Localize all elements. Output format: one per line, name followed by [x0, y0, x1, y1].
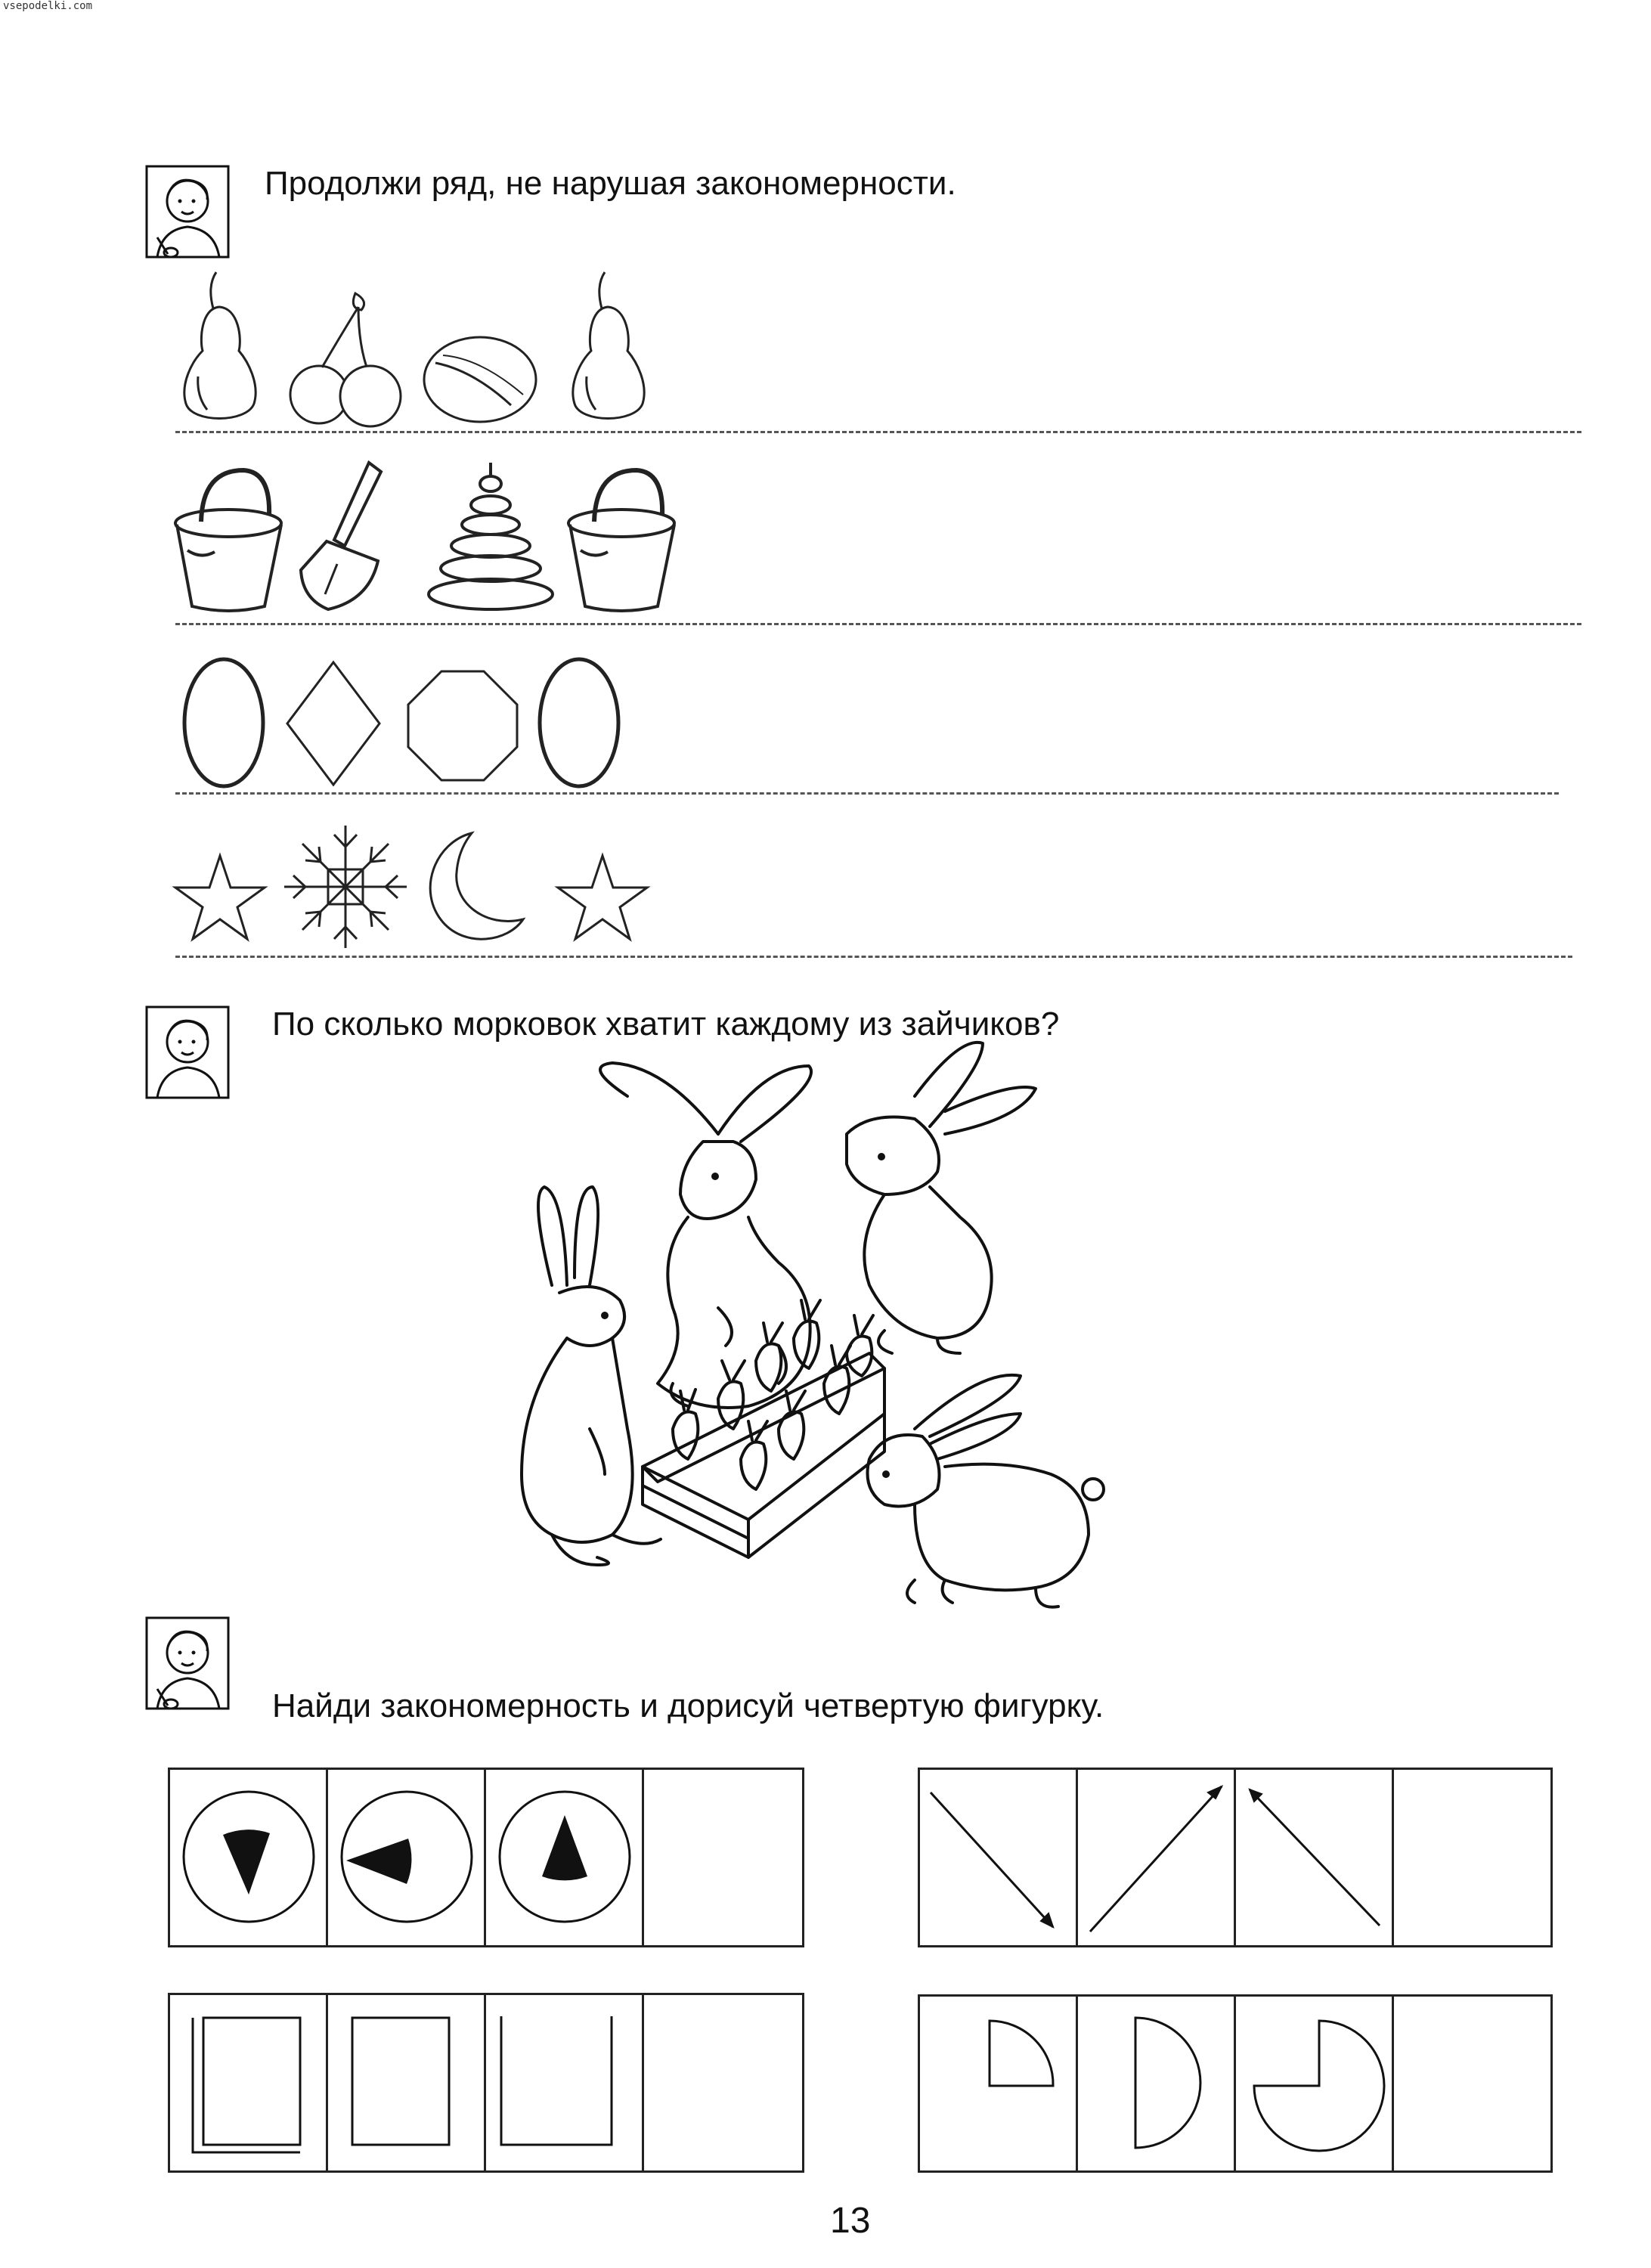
- star-icon: [172, 853, 268, 942]
- rabbit-bottom-right: [868, 1375, 1104, 1607]
- pear-icon: [174, 271, 265, 426]
- task-3-title: Найди закономерность и дорисуй четвертую фигурку.: [272, 1687, 1104, 1724]
- row-divider: [175, 792, 1559, 795]
- row-divider: [175, 623, 1581, 625]
- watermark: vsepodelki.com: [3, 0, 93, 12]
- oval-icon: [537, 656, 621, 789]
- grid-cell: [1236, 1770, 1394, 1945]
- cherry-icon: [286, 293, 407, 428]
- bucket-icon: [171, 466, 286, 612]
- circle-sector-right-icon: [339, 1785, 475, 1929]
- answer-cell[interactable]: [644, 1995, 802, 2170]
- oval-icon: [181, 656, 266, 789]
- pear-icon: [562, 271, 653, 426]
- half-circle-icon: [1078, 1997, 1234, 2170]
- grid-cell: [328, 1770, 486, 1945]
- open-square-icon: [486, 1995, 642, 2170]
- grid-cell: [1078, 1770, 1236, 1945]
- grid-cell: [1236, 1997, 1394, 2170]
- shovel-icon: [298, 458, 393, 614]
- pattern-grid-arrows: [918, 1768, 1553, 1947]
- grid-cell: [920, 1997, 1078, 2170]
- child-face-icon: [145, 1005, 230, 1099]
- double-square-icon: [170, 1995, 326, 2170]
- arrow-down-right-icon: [920, 1770, 1076, 1945]
- pyramid-toy-icon: [425, 463, 556, 612]
- quarter-circle-icon: [920, 1997, 1076, 2170]
- grid-cell: [486, 1770, 644, 1945]
- grid-cell: [328, 1995, 486, 2170]
- page-number: 13: [830, 2201, 871, 2241]
- square-icon: [328, 1995, 484, 2170]
- rabbits-with-carrots-illustration: [491, 1036, 1414, 1641]
- grid-cell: [170, 1770, 328, 1945]
- arrow-up-left-icon: [1236, 1770, 1392, 1945]
- arrow-up-right-icon: [1078, 1770, 1234, 1945]
- grid-cell: [486, 1995, 644, 2170]
- circle-sector-bottom-icon: [497, 1785, 633, 1929]
- answer-cell[interactable]: [644, 1770, 802, 1945]
- answer-cell[interactable]: [1394, 1770, 1550, 1945]
- task-2-title: По сколько морковок хватит каждому из зайчиков?: [272, 1005, 1060, 1043]
- child-writing-icon: [145, 1616, 230, 1710]
- circle-sector-top-icon: [181, 1785, 317, 1929]
- grid-cell: [170, 1995, 328, 2170]
- rabbit-left: [522, 1187, 661, 1565]
- pattern-grid-sectors: [918, 1994, 1553, 2173]
- pattern-grid-circles: [168, 1768, 804, 1947]
- child-writing-icon: [145, 165, 230, 259]
- task-1-title: Продолжи ряд, не нарушая закономерности.: [265, 165, 956, 202]
- row-divider: [175, 431, 1581, 433]
- snowflake-icon: [283, 824, 408, 950]
- plum-icon: [420, 333, 540, 426]
- bucket-icon: [564, 466, 679, 612]
- row-divider: [175, 956, 1572, 958]
- crescent-moon-icon: [420, 830, 526, 945]
- answer-cell[interactable]: [1394, 1997, 1550, 2170]
- octagon-icon: [405, 668, 520, 783]
- rabbit-top-right: [847, 1043, 1036, 1353]
- grid-cell: [1078, 1997, 1236, 2170]
- pattern-grid-squares: [168, 1993, 804, 2173]
- three-quarter-circle-icon: [1236, 1997, 1392, 2170]
- rhombus-icon: [284, 659, 383, 788]
- grid-cell: [920, 1770, 1078, 1945]
- star-icon: [555, 853, 650, 942]
